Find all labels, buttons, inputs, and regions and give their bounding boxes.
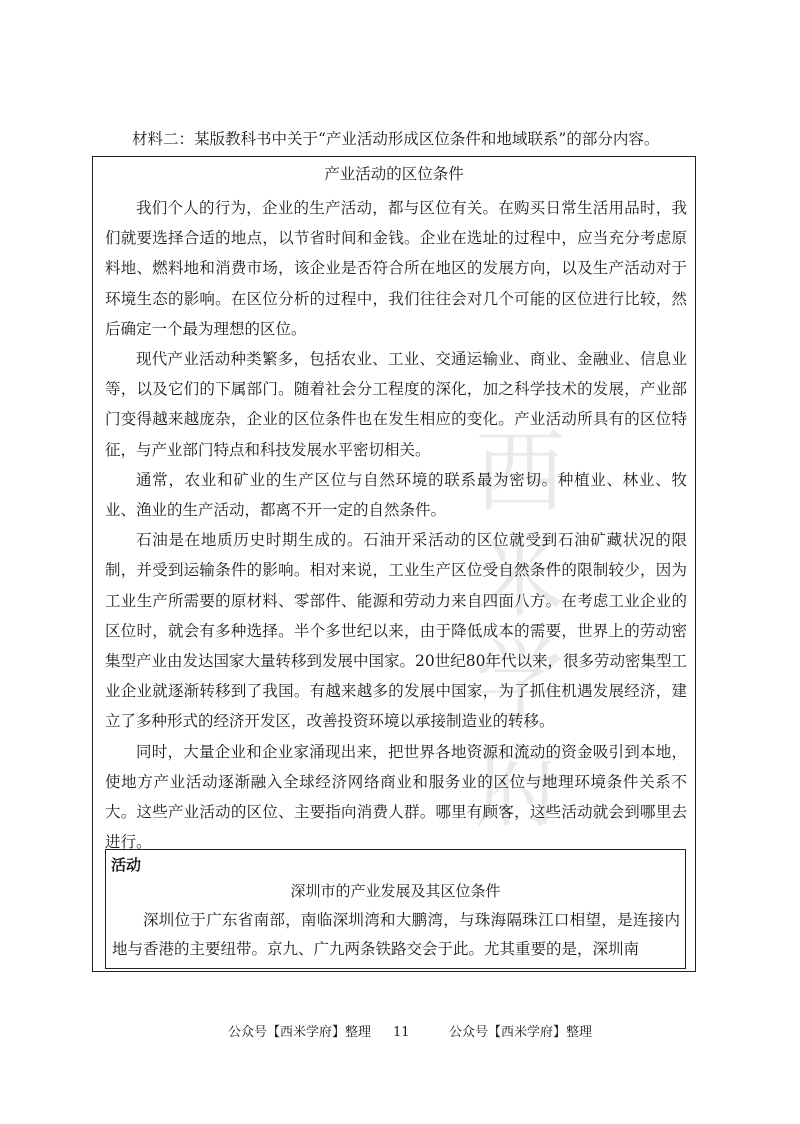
paragraph: 我们个人的行为，企业的生产活动，都与区位有关。在购买日常生活用品时，我们就要选择合适的地点，以节省时间和金钱。企业在选址的过程中，应当充分考虑原料地、燃料地和消费市场，该企业是否符合所在地区的发展方向，以及生产活动对于环境生态的影响。在区位分析的过程中，我们往往会对几个可能的区位进行比较，然后确定一个最为理想的区位。 xyxy=(105,199,687,338)
intro-text: 材料二：某版教科书中关于“产业活动形成区位条件和地域联系”的部分内容。 xyxy=(132,130,660,148)
paragraph: 石油是在地质历史时期生成的。石油开采活动的区位就受到石油矿藏状况的限制，并受到运输条件的影响。相对来说，工业生产区位受自然条件的限制较少，因为工业生产所需要的原材料、零部件、能源和劳动力来自四面八方。在考虑工业企业的区位时，就会有多种选择。半个多世纪以来，由于降低成本的需要，世界上的劳动密集型产业由发达国家大量转移到发展中国家。20世纪80年代以来，很多劳动密集型工业企业就逐渐转移到了我国。有越来越多的发展中国家，为了抓住机遇发展经济，建立了多种形式的经济开发区，改善投资环境以承接制造业的转移。 xyxy=(105,531,687,731)
activity-title: 深圳市的产业发展及其区位条件 xyxy=(290,882,501,900)
activity-box xyxy=(105,849,686,969)
footer-left-credit: 公众号【西米学府】整理 xyxy=(228,1025,372,1040)
paragraph: 同时，大量企业和企业家涌现出来，把世界各地资源和流动的资金吸引到本地，使地方产业活动逐渐融入全球经济网络商业和服务业的区位与地理环境条件关系不大。这些产业活动的区位、主要指向消费人群。哪里有顾客，这些活动就会到哪里去进行。 xyxy=(105,742,687,852)
activity-paragraph: 深圳位于广东省南部，南临深圳湾和大鹏湾，与珠海隔珠江口相望，是连接内地与香港的主要纽带。京九、广九两条铁路交会于此。尤其重要的是，深圳南 xyxy=(112,911,680,958)
paragraph: 通常，农业和矿业的生产区位与自然环境的联系最为密切。种植业、林业、牧业、渔业的生产活动，都离不开一定的自然条件。 xyxy=(105,470,687,520)
box-title: 产业活动的区位条件 xyxy=(324,165,464,183)
textbook-excerpt-box xyxy=(92,156,696,972)
footer-right-credit: 公众号【西米学府】整理 xyxy=(449,1025,593,1040)
activity-text xyxy=(112,906,680,964)
paragraph: 现代产业活动种类繁多，包括农业、工业、交通运输业、商业、金融业、信息业等，以及它们的下属部门。随着社会分工程度的深化，加之科学技术的发展，产业部门变得越来越庞杂，企业的区位条件也在发生相应的变化。产业活动所具有的区位特征，与产业部门特点和科技发展水平密切相关。 xyxy=(105,350,687,459)
page-number: 11 xyxy=(393,1025,410,1040)
watermark: 西米学府 xyxy=(475,420,565,840)
activity-label: 活动 xyxy=(111,856,142,874)
excerpt-body xyxy=(105,193,687,857)
